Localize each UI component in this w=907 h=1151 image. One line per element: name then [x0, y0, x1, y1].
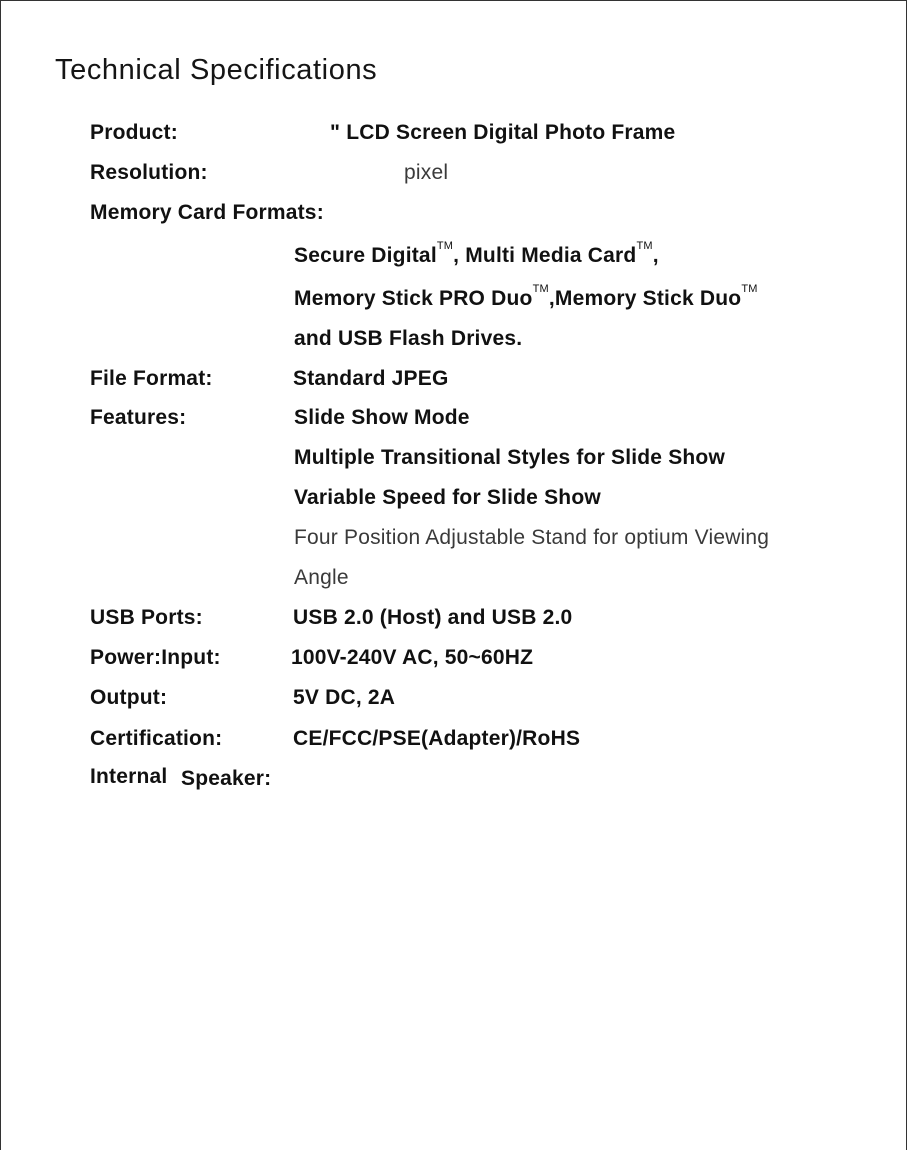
certification-label: Certification: — [90, 727, 223, 750]
feature-item: Angle — [294, 566, 349, 589]
memory-card-label: Memory Card Formats: — [90, 201, 324, 224]
feature-item: Four Position Adjustable Stand for optium Viewing — [294, 526, 770, 549]
trademark-symbol: TM — [636, 240, 653, 252]
output-label: Output: — [90, 686, 168, 709]
memory-card-line-1 — [294, 240, 659, 268]
product-value: " LCD Screen Digital Photo Frame — [330, 121, 676, 144]
file-format-label: File Format: — [90, 367, 213, 390]
usb-ports-label: USB Ports: — [90, 606, 203, 629]
feature-item: Multiple Transitional Styles for Slide Show — [294, 446, 725, 469]
feature-item: Slide Show Mode — [294, 406, 470, 429]
page-title: Technical Specifications — [55, 54, 378, 86]
internal-speaker-label-part1: Internal — [90, 765, 168, 788]
power-input-label: Power:Input: — [90, 646, 221, 669]
file-format-value: Standard JPEG — [293, 367, 449, 390]
trademark-symbol: TM — [532, 283, 549, 295]
trademark-symbol: TM — [741, 283, 758, 295]
multi-media-card-text: , Multi Media Card — [453, 244, 637, 267]
certification-value: CE/FCC/PSE(Adapter)/RoHS — [293, 727, 581, 750]
resolution-value: pixel — [404, 161, 449, 184]
usb-flash-text: and USB Flash Drives. — [294, 327, 523, 350]
output-value: 5V DC, 2A — [293, 686, 396, 709]
power-input-value: 100V-240V AC, 50~60HZ — [291, 646, 534, 669]
feature-item: Variable Speed for Slide Show — [294, 486, 601, 509]
ms-pro-duo-text: Memory Stick PRO Duo — [294, 287, 533, 310]
secure-digital-text: Secure Digital — [294, 244, 437, 267]
internal-speaker-label-part2: Speaker: — [181, 767, 272, 790]
trademark-symbol: TM — [436, 240, 454, 252]
resolution-label: Resolution: — [90, 161, 208, 184]
product-label: Product: — [90, 121, 178, 144]
features-label: Features: — [90, 406, 187, 429]
memory-card-line-2 — [294, 283, 758, 311]
usb-ports-value: USB 2.0 (Host) and USB 2.0 — [293, 606, 573, 629]
trailing-comma: , — [652, 244, 659, 267]
ms-duo-text: ,Memory Stick Duo — [548, 287, 742, 310]
